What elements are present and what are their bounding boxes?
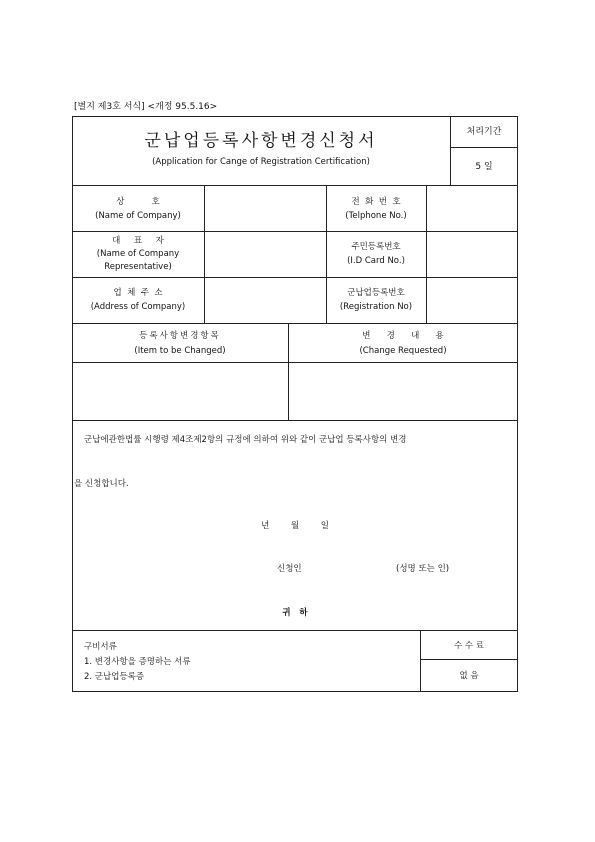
company-name-label [72,195,204,223]
processing-period-label: 처리기간 [466,127,502,137]
fee-label: 수 수 료 [453,641,485,651]
registration-no-label-en: (Registration No) [339,302,413,312]
change-requested-header [288,329,518,359]
form-subtitle: (Application for Cange of Registration Certification) [152,157,370,167]
representative-label-en1: (Name of Company [96,249,180,259]
change-requested-field[interactable] [292,368,514,416]
address-label-en: (Address of Company) [90,302,186,312]
address-label [72,286,204,314]
form-title: 군납업등록사항변경신청서 [144,131,378,151]
representative-label-en2: Representative) [104,262,172,272]
item-changed-field[interactable] [76,368,284,416]
fee-value: 없 음 [459,671,479,681]
registration-no-label-ko: 군납업등록번호 [347,288,405,298]
registration-no-label [326,286,426,314]
declaration-line-1: 군납에관한법률 시행령 제4조제2항의 규정에 의하여 위와 같이 군납업 등록사항의 변경 [84,435,407,445]
id-card-label-ko: 주민등록번호 [351,242,401,252]
telephone-label-ko: 전 화 번 호 [351,197,401,207]
required-document-item: 2. 군납업등록증 [84,672,145,682]
application-date[interactable]: 년 월 일 [261,521,329,531]
required-document-item: 1. 변경사항을 증명하는 서류 [84,657,191,667]
change-requested-header-ko: 변 경 내 용 [362,331,444,341]
telephone-label-en: (Telphone No.) [345,211,407,221]
company-name-label-en: (Name of Company) [95,211,181,221]
required-documents-title: 구비서류 [84,642,117,652]
item-changed-header-en: (Item to be Changed) [134,346,226,356]
address-label-ko: 업 체 주 소 [113,288,163,298]
representative-label [72,235,204,274]
form-number: [별지 제3호 서식] <개정 95.5.16> [74,102,218,112]
change-requested-header-en: (Change Requested) [359,346,447,356]
representative-label-ko: 대 표 자 [112,236,164,246]
processing-period-value: 5 일 [475,162,493,172]
addressee-label: 귀 하 [282,608,308,618]
telephone-label [326,195,426,223]
company-name-label-ko: 상 호 [116,197,160,207]
id-card-label [326,240,426,268]
item-changed-header [72,329,288,359]
item-changed-header-ko: 등록사항변경항목 [139,331,221,341]
signature-seal-label[interactable]: (성명 또는 인) [396,564,450,574]
id-card-label-en: (I.D Card No.) [347,256,405,266]
declaration-line-2: 을 신청합니다. [74,479,129,489]
applicant-label: 신청인 [277,564,302,574]
